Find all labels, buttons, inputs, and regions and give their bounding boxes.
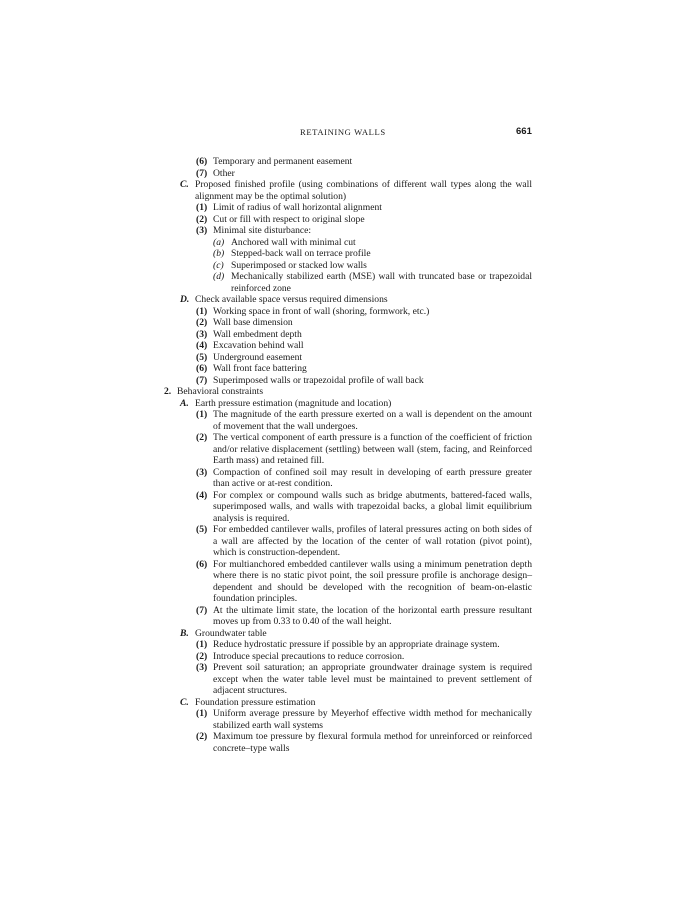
outline-item: [0, 490, 695, 525]
outline-item-text: Maximum toe pressure by flexural formula method for unreinforced or reinforced concrete–type walls: [213, 731, 532, 754]
outline-item-label: (7): [196, 374, 208, 386]
outline-item-label: (4): [196, 489, 208, 501]
outline-item: [0, 628, 695, 640]
outline-item-text: Check available space versus required dimensions: [195, 294, 388, 305]
outline-item: [0, 317, 695, 329]
outline-item-text: Wall front face battering: [213, 363, 307, 374]
outline-item: [0, 237, 695, 249]
outline-item: [0, 214, 695, 226]
outline-item-text: Introduce special precautions to reduce corrosion.: [213, 650, 405, 662]
outline-item-label: (d): [213, 271, 225, 282]
outline-item-text: Foundation pressure estimation: [195, 696, 316, 708]
outline-item: [0, 156, 695, 168]
outline-item: [0, 329, 695, 341]
outline-item-text: Limit of radius of wall horizontal alignment: [213, 202, 382, 213]
outline-item-label: (b): [213, 248, 225, 259]
outline-item-label: (1): [196, 639, 208, 650]
outline-item-label: (2): [196, 731, 208, 742]
outline-item: [0, 662, 695, 697]
outline-item: [0, 398, 695, 410]
outline-item-label: (2): [196, 650, 208, 662]
outline-item: [0, 352, 695, 364]
outline-item-text: Proposed finished profile (using combinations of different wall types along the wall alignment may be the optimal solution): [195, 179, 532, 202]
outline-item-label: (6): [196, 156, 208, 167]
outline-item: [0, 340, 695, 352]
outline-list: [0, 156, 695, 754]
outline-item: [0, 708, 695, 731]
outline-item-text: Wall embedment depth: [213, 328, 302, 340]
outline-item-label: B.: [180, 627, 189, 639]
outline-item: [0, 731, 695, 754]
outline-item-label: (5): [196, 524, 208, 535]
page-number: 661: [516, 126, 532, 137]
outline-item-label: (1): [196, 202, 208, 213]
outline-item: [0, 605, 695, 628]
outline-item-label: (5): [196, 351, 208, 363]
outline-item-label: (7): [196, 604, 208, 616]
outline-item-text: Compaction of confined soil may result in developing of earth pressure greater than active or at-rest condition.: [213, 466, 532, 489]
outline-item-label: 2.: [164, 386, 172, 397]
outline-item-text: Superimposed walls or trapezoidal profile of wall back: [213, 374, 424, 386]
outline-item-text: Cut or fill with respect to original slope: [213, 213, 365, 225]
outline-item-label: (a): [213, 236, 225, 248]
outline-item-text: Temporary and permanent easement: [213, 156, 353, 167]
outline-item-text: Behavioral constraints: [177, 386, 264, 397]
outline-item: [0, 260, 695, 272]
outline-item-label: (3): [196, 328, 208, 340]
outline-item: [0, 271, 695, 294]
outline-item-label: C.: [180, 696, 189, 708]
outline-item: [0, 294, 695, 306]
outline-item-label: (6): [196, 558, 208, 570]
outline-item-text: Underground easement: [213, 351, 303, 363]
outline-item: [0, 467, 695, 490]
outline-item-label: (3): [196, 662, 208, 673]
page-header: [0, 127, 695, 139]
outline-item-text: Groundwater table: [195, 627, 267, 639]
outline-item-text: Minimal site disturbance:: [213, 225, 312, 236]
outline-item-text: At the ultimate limit state, the location of the horizontal earth pressure resultant moves up from 0.33 to 0.40 of the wall height.: [213, 604, 532, 627]
outline-item: [0, 432, 695, 467]
outline-item: [0, 363, 695, 375]
outline-item-text: Prevent soil saturation; an appropriate groundwater drainage system is required except when the water table level must be maintained to prevent settlement of adjacent structures.: [213, 662, 532, 696]
outline-item-label: D.: [180, 294, 190, 305]
outline-item-text: Other: [213, 167, 235, 179]
outline-item-text: Earth pressure estimation (magnitude and location): [195, 397, 392, 409]
outline-item-text: The magnitude of the earth pressure exerted on a wall is dependent on the amount of movement that the wall undergoes.: [213, 409, 532, 432]
outline-item-text: Mechanically stabilized earth (MSE) wall with truncated base or trapezoidal reinforced zone: [231, 271, 532, 294]
outline-item-label: (7): [196, 167, 208, 179]
outline-item-label: (1): [196, 708, 208, 719]
outline-item-label: A.: [180, 397, 189, 409]
outline-item-label: (4): [196, 340, 208, 351]
outline-item: [0, 202, 695, 214]
outline-item-text: Reduce hydrostatic pressure if possible by an appropriate drainage system.: [213, 639, 500, 650]
outline-item-text: For embedded cantilever walls, profiles of lateral pressures acting on both sides of a wall are affected by the location of the center of wall rotation (pivot point), which is construction-dependent.: [213, 524, 532, 558]
outline-item-label: (c): [213, 259, 224, 271]
outline-item: [0, 179, 695, 202]
outline-item: [0, 409, 695, 432]
outline-item-text: Stepped-back wall on terrace profile: [231, 248, 371, 259]
outline-item-text: The vertical component of earth pressure is a function of the coefficient of friction and/or relative displacement (settling) between wall (stem, facing, and Reinforced Earth mass) and retained fill.: [213, 432, 532, 466]
outline-item: [0, 225, 695, 237]
outline-item-label: (3): [196, 225, 208, 236]
outline-item-label: (2): [196, 317, 208, 328]
outline-item-text: Working space in front of wall (shoring, formwork, etc.): [213, 305, 430, 317]
outline-item-label: (1): [196, 305, 208, 317]
outline-item: [0, 524, 695, 559]
outline-item-label: C.: [180, 179, 189, 190]
outline-item: [0, 168, 695, 180]
outline-item: [0, 386, 695, 398]
outline-item-text: Excavation behind wall: [213, 340, 304, 351]
outline-item-text: Uniform average pressure by Meyerhof effective width method for mechanically stabilized earth wall systems: [213, 708, 532, 731]
outline-item: [0, 248, 695, 260]
outline-item: [0, 651, 695, 663]
outline-item: [0, 559, 695, 605]
outline-item-label: (6): [196, 363, 208, 374]
outline-item-label: (3): [196, 466, 208, 478]
outline-item-text: Wall base dimension: [213, 317, 293, 328]
outline-item-text: For complex or compound walls such as bridge abutments, battered-faced walls, superimposed walls, and walls with trapezoidal backs, a global limit equilibrium analysis is required.: [213, 489, 532, 524]
outline-item-label: (2): [196, 432, 208, 443]
outline-item: [0, 375, 695, 387]
outline-item: [0, 306, 695, 318]
outline-item-text: Anchored wall with minimal cut: [231, 236, 356, 248]
outline-item: [0, 697, 695, 709]
outline-item-text: For multianchored embedded cantilever walls using a minimum penetration depth where there is no static pivot point, the soil pressure profile is anchorage design–dependent and should be developed with the recognition of beam-on-elastic foundation principles.: [213, 558, 532, 604]
outline-item: [0, 639, 695, 651]
outline-item-label: (2): [196, 213, 208, 225]
outline-item-text: Superimposed or stacked low walls: [231, 259, 367, 271]
running-title: RETAINING WALLS: [300, 127, 386, 137]
outline-item-label: (1): [196, 409, 208, 420]
